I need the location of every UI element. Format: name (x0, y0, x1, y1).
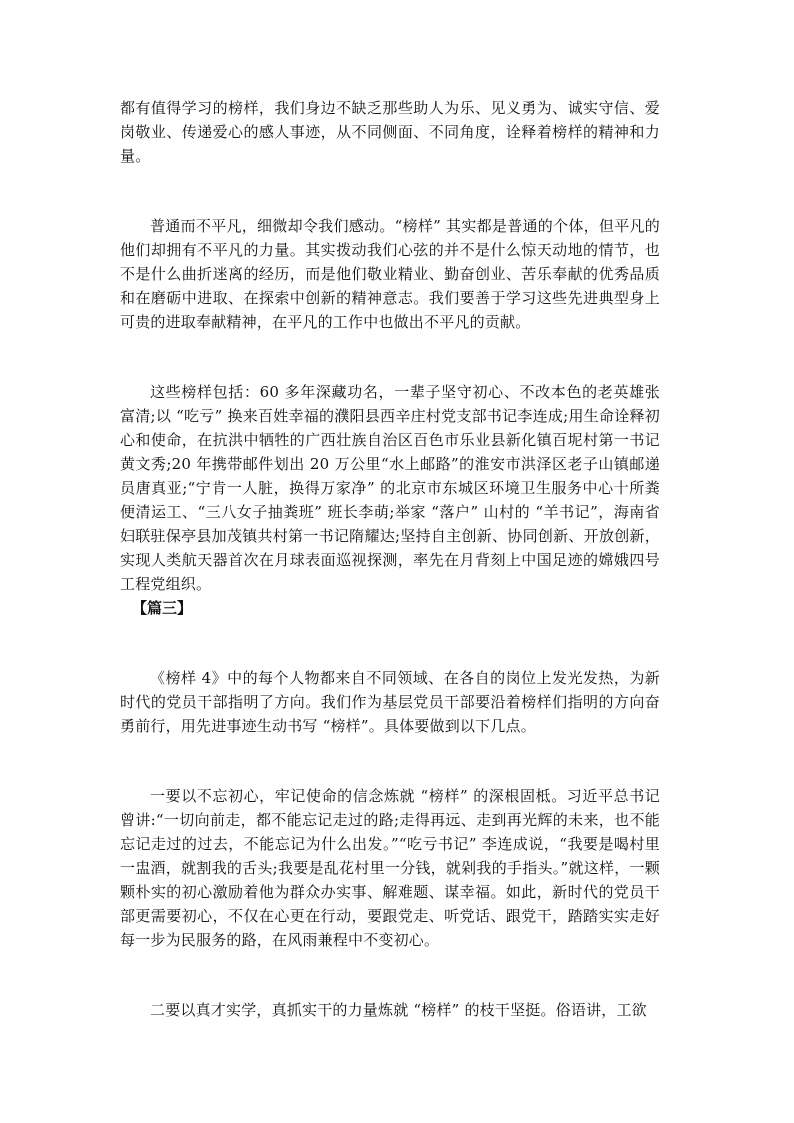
section-heading: 【篇三】 (132, 599, 193, 617)
paragraph-section-intro: 《榜样 4》中的每个人物都来自不同领域、在各自的岗位上发光发热，为新时代的党员干部指明了方向。我们作为基层党员干部要沿着榜样们指明的方向奋勇前行，用先进事迹生动书写 “榜样”。具体要做到以下几点。 (120, 669, 660, 735)
paragraph-ordinary-yet-extraordinary: 普通而不平凡，细微却令我们感动。“榜样” 其实都是普通的个体，但平凡的他们却拥有不平凡的力量。其实拨动我们心弦的并不是什么惊天动地的情节，也不是什么曲折迷离的经历，而是他们敬业精业、勤奋创业、苦乐奉献的优秀品质和在磨砺中进取、在探索中创新的精神意志。我们要善于学习这些先进典型身上可贵的进取奉献精神，在平凡的工作中也做出不平凡的贡献。 (120, 217, 660, 331)
paragraph-role-models-list: 这些榜样包括：60 多年深藏功名，一辈子坚守初心、不改本色的老英雄张富清;以 “吃亏” 换来百姓幸福的濮阳县西辛庄村党支部书记李连成;用生命诠释初心和使命，在抗洪中牺牲的广西壮族自治区百色市乐业县新化镇百坭村第一书记黄文秀;20 年携带邮件划出 20 万公里“水上邮路”的淮安市洪泽区老子山镇邮递员唐真亚;“宁肯一人脏，换得万家净” 的北京市东城区环境卫生服务中心十所粪便清运工、“三八女子抽粪班” 班长李萌;举家 “落户” 山村的 “羊书记”，海南省妇联驻保亭县加茂镇共村第一书记隋耀达;坚持自主创新、协同创新、开放创新，实现人类航天器首次在月球表面巡视探测，率先在月背刻上中国足迹的嫦娥四号工程党组织。 (120, 383, 660, 593)
paragraph-point-two: 二要以真才实学，真抓实干的力量炼就 “榜样” 的枝干坚挺。俗语讲，工欲 (150, 1001, 647, 1019)
paragraph-continuation: 都有值得学习的榜样，我们身边不缺乏那些助人为乐、见义勇为、诚实守信、爱岗敬业、传递爱心的感人事迹，从不同侧面、不同角度，诠释着榜样的精神和力量。 (120, 99, 660, 165)
document-body (120, 96, 660, 1022)
paragraph-point-one: 一要以不忘初心，牢记使命的信念炼就 “榜样” 的深根固柢。习近平总书记曾讲:“一切向前走，都不能忘记走过的路;走得再远、走到再光辉的未来，也不能忘记走过的过去，不能忘记为什么出发。”“吃亏书记” 李连成说，“我要是喝村里一盅酒，就割我的舌头;我要是乱花村里一分钱，就剁我的手指头。”就这样，一颗颗朴实的初心激励着他为群众办实事、解难题、谋幸福。如此，新时代的党员干部更需要初心，不仅在心更在行动，要跟党走、听党话、跟党干，踏踏实实走好每一步为民服务的路，在风雨兼程中不变初心。 (120, 787, 660, 949)
